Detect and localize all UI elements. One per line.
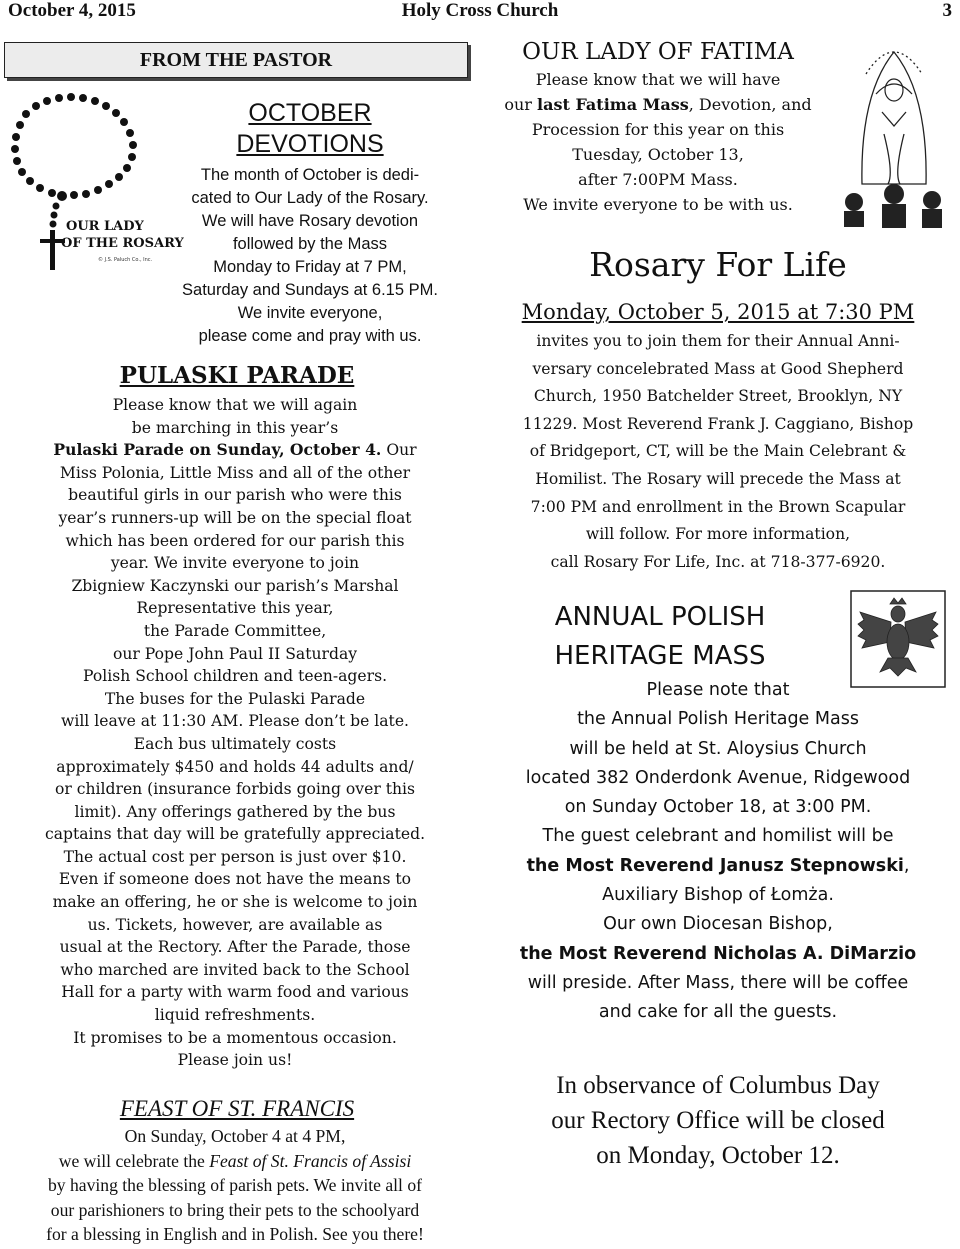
feast-st-francis-title: FEAST OF ST. FRANCIS xyxy=(119,1096,355,1121)
rosary-illustration xyxy=(6,84,184,274)
our-lady-of-fatima-title: OUR LADY OF FATIMA xyxy=(522,39,794,65)
from-the-pastor-box: FROM THE PASTOR xyxy=(4,42,468,78)
rosary-for-life-body: invites you to join them for their Annual Anni- versary concelebrated Mass at Good Shepherd Church, 1950 Batchelder Street, Brooklyn, NY 11229. Most Reverend Frank J. Caggiano, Bishop of Bridgeport, CT, will be the Main Celebrant & Homilist. The Rosary will precede the Mass at 7:00 PM and enrollment in the Brown Scapular will follow. For more information, call Rosary For Life, Inc. at 718-377-6920. xyxy=(522,332,914,571)
pulaski-parade-body: Please know that we will again be marching in this year’s Pulaski Parade on Sunday, October 4. Our Miss Polonia, Little Miss and all of the other beautiful girls in our parish who were this year’s runners-up will be on the special float which has been ordered for our parish this year. We invite everyone to join Zbigniew Kaczynski our parish’s Marshal Representative this year, the Parade Committee, our Pope John Paul II Saturday Polish School children and teen-agers. The buses for the Pulaski Parade will leave at 11:30 AM. Please don’t be late. Each bus ultimately costs approximately $450 and holds 44 adults and/ or children (insurance forbids going over this limit). Any offerings gathered by the bus captains that day will be gratefully appreciated. The actual cost per person is just over $10. Even if someone does not have the means to make an offering, he or she is welcome to join us. Tickets, however, are available as usual at the Rectory. After the Parade, those who marched are invited back to the School Hall for a party with warm food and various liquid refreshments. It promises to be a momentous occasion. Please join us! xyxy=(44,396,426,1070)
rosary-for-life-date: Monday, October 5, 2015 at 7:30 PM xyxy=(521,300,915,324)
page-header xyxy=(8,0,952,26)
pulaski-parade-title: PULASKI PARADE xyxy=(119,362,355,389)
our-lady-of-fatima-body: Please know that we will have our last Fatima Mass, Devotion, and Procession for this year on this Tuesday, October 13, after 7:00PM Mass. We invite everyone to be with us. xyxy=(504,70,812,214)
our-lady-of-fatima-illustration xyxy=(832,34,956,230)
pulaski-date-bold: Pulaski Parade on Sunday, October 4. xyxy=(53,440,382,460)
october-devotions-body: The month of October is dedi- cated to Our Lady of the Rosary. We will have Rosary devotion followed by the Mass Monday to Friday at 7 PM, Saturday and Sundays at 6.15 PM. We invite everyone, please come and pray with us. xyxy=(182,166,438,345)
header-date: October 4, 2015 xyxy=(8,0,136,21)
columbus-day-notice: In observance of Columbus Day our Rectory Office will be closed on Monday, October 12. xyxy=(551,1072,885,1169)
october-devotions-title: OCTOBER DEVOTIONS xyxy=(236,99,384,158)
header-church: Holy Cross Church xyxy=(401,0,559,21)
rosary-for-life-title: Rosary For Life xyxy=(589,245,847,284)
feast-st-francis-body: On Sunday, October 4 at 4 PM, we will celebrate the Feast of St. Francis of Assisi by having the blessing of parish pets. We invite all of our parishioners to bring their pets to the schoolyard for a blessing in English and in Polish. See you there! xyxy=(46,1126,424,1244)
rosary-label-line2: OF THE ROSARY xyxy=(61,236,184,251)
polish-heritage-mass-body: Please note that the Annual Polish Heritage Mass will be held at St. Aloysius Church located 382 Onderdonk Avenue, Ridgewood on Sunday October 18, at 3:00 PM. The guest celebrant and homilist will be the Most Reverend Janusz Stepnowski, Auxiliary Bishop of Łomża. Our own Diocesan Bishop, the Most Reverend Nicholas A. DiMarzio will preside. After Mass, there will be coffee and cake for all the guests. xyxy=(519,680,917,1023)
polish-heritage-mass-title: ANNUAL POLISH HERITAGE MASS xyxy=(554,602,766,671)
polish-eagle-emblem xyxy=(850,590,946,688)
header-page-number: 3 xyxy=(942,0,952,21)
rosary-credit: © J.S. Paluch Co., Inc. xyxy=(98,257,153,263)
rosary-label-line1: OUR LADY xyxy=(66,219,144,234)
